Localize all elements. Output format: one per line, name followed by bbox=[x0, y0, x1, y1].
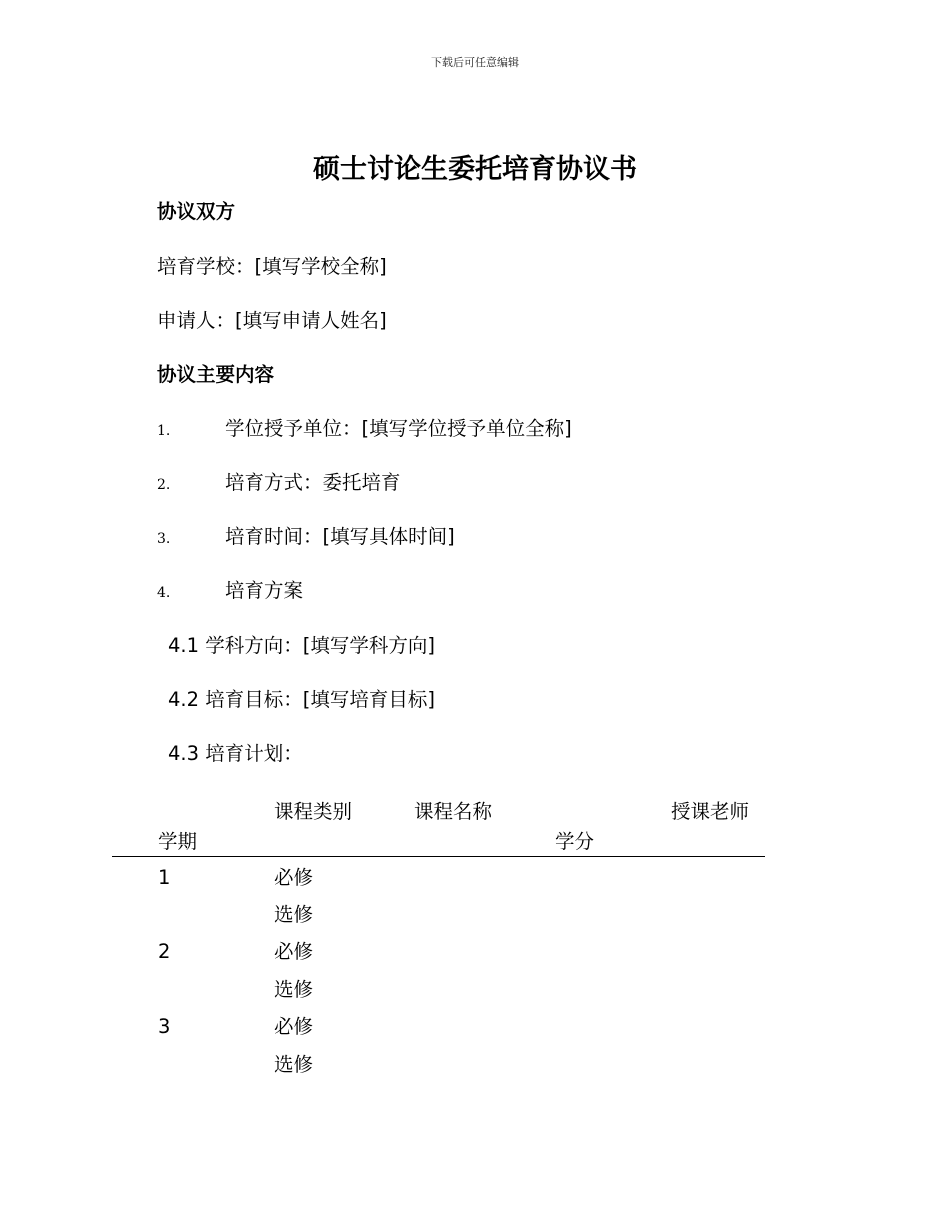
subitem-plan: 4.3 培育计划： bbox=[168, 742, 303, 765]
term-cell: 3 bbox=[158, 1015, 171, 1038]
category-cell: 必修 bbox=[274, 1015, 314, 1038]
subitem-discipline: 4.1 学科方向：[填写学科方向] bbox=[168, 634, 435, 657]
list-item-text: 培育时间：[填写具体时间] bbox=[225, 525, 455, 548]
parties-heading: 协议双方 bbox=[157, 200, 236, 223]
table-header-category: 课程类别 bbox=[274, 800, 353, 823]
category-cell: 必修 bbox=[274, 866, 314, 889]
applicant-line: 申请人：[填写申请人姓名] bbox=[157, 309, 387, 332]
term-cell: 2 bbox=[158, 940, 171, 963]
category-cell: 选修 bbox=[274, 978, 314, 1001]
category-cell: 选修 bbox=[274, 903, 314, 926]
term-cell: 1 bbox=[158, 866, 171, 889]
list-item-text: 培育方案 bbox=[225, 579, 304, 602]
list-item-number: 1. bbox=[157, 423, 171, 439]
document-title: 硕士讨论生委托培育协议书 bbox=[313, 154, 637, 185]
category-cell: 必修 bbox=[274, 940, 314, 963]
list-item-text: 培育方式：委托培育 bbox=[225, 471, 401, 494]
table-header-teacher: 授课老师 bbox=[671, 800, 750, 823]
list-item-number: 2. bbox=[157, 477, 171, 493]
table-header-course-name: 课程名称 bbox=[414, 800, 493, 823]
table-header-rule bbox=[112, 856, 765, 857]
content-heading: 协议主要内容 bbox=[157, 363, 275, 386]
table-header-credits: 学分 bbox=[555, 830, 595, 853]
list-item-number: 4. bbox=[157, 585, 171, 601]
category-cell: 选修 bbox=[274, 1053, 314, 1076]
list-item-text: 学位授予单位：[填写学位授予单位全称] bbox=[225, 417, 572, 440]
list-item-number: 3. bbox=[157, 531, 171, 547]
header-note: 下载后可任意编辑 bbox=[431, 56, 519, 69]
table-header-term: 学期 bbox=[158, 830, 198, 853]
subitem-goal: 4.2 培育目标：[填写培育目标] bbox=[168, 688, 435, 711]
school-line: 培育学校：[填写学校全称] bbox=[157, 255, 387, 278]
